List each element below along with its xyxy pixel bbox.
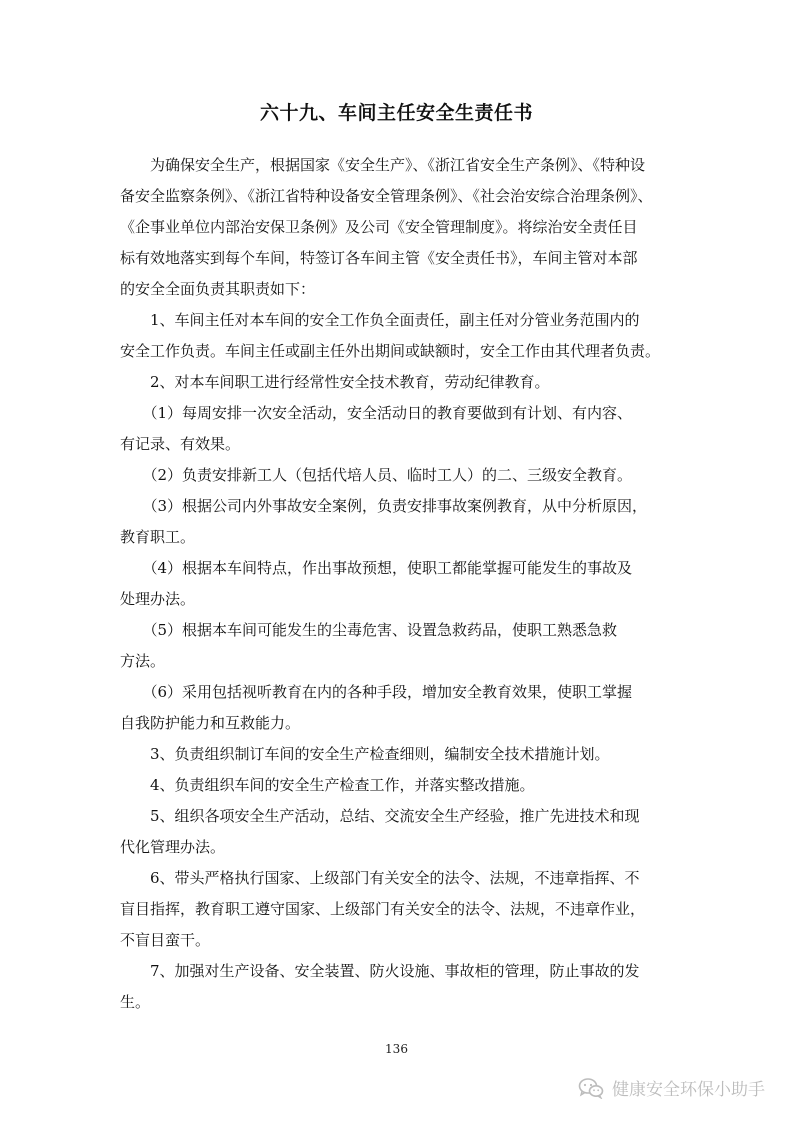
text-line: 有记录、有效果。 xyxy=(120,435,241,453)
text-line: （1）每周安排一次安全活动，安全活动日的教育要做到有计划、有内容、 xyxy=(120,404,633,422)
text-line: 5、组织各项安全生产活动，总结、交流安全生产经验，推广先进技术和现 xyxy=(120,807,640,825)
text-line: （2）负责安排新工人（包括代培人员、临时工人）的二、三级安全教育。 xyxy=(120,466,633,484)
paragraph-item-2-5 xyxy=(120,615,678,677)
watermark xyxy=(578,1075,765,1100)
watermark-text: 健康安全环保小助手 xyxy=(612,1080,765,1100)
paragraph-item-5 xyxy=(120,801,678,863)
paragraph-item-2-1 xyxy=(120,398,678,460)
text-line: 方法。 xyxy=(120,652,166,670)
wechat-icon xyxy=(578,1077,604,1099)
document-body xyxy=(120,150,678,1018)
text-line: 7、加强对生产设备、安全装置、防火设施、事故柜的管理，防止事故的发 xyxy=(120,962,640,980)
paragraph-item-2 xyxy=(120,367,678,398)
page-title: 六十九、车间主任安全生责任书 xyxy=(259,102,533,124)
text-line: 《企事业单位内部治安保卫条例》及公司《安全管理制度》。将综治安全责任目 xyxy=(120,218,638,236)
paragraph-intro xyxy=(120,150,678,305)
text-line: 盲目指挥，教育职工遵守国家、上级部门有关安全的法令、法规，不违章作业， xyxy=(120,900,646,918)
text-line: 代化管理办法。 xyxy=(120,838,226,856)
paragraph-item-1 xyxy=(120,305,678,367)
paragraph-item-2-6 xyxy=(120,677,678,739)
page-number: 136 xyxy=(385,1042,408,1056)
text-line: （6）采用包括视听教育在内的各种手段，增加安全教育效果，使职工掌握 xyxy=(120,683,633,701)
paragraph-item-7 xyxy=(120,956,678,1018)
paragraph-item-2-2 xyxy=(120,460,678,491)
text-line: 自我防护能力和互救能力。 xyxy=(120,714,301,732)
text-line: （4）根据本车间特点，作出事故预想，使职工都能掌握可能发生的事故及 xyxy=(120,559,633,577)
text-line: 2、对本车间职工进行经常性安全技术教育，劳动纪律教育。 xyxy=(120,373,550,391)
text-line: 4、负责组织车间的安全生产检查工作，并落实整改措施。 xyxy=(120,776,535,794)
text-line: 为确保安全生产，根据国家《安全生产》、《浙江省安全生产条例》、《特种设 xyxy=(120,156,646,174)
text-line: 生。 xyxy=(120,993,151,1011)
text-line: 教育职工。 xyxy=(120,528,196,546)
paragraph-item-6 xyxy=(120,863,678,956)
text-line: 6、带头严格执行国家、上级部门有关安全的法令、法规，不违章指挥、不 xyxy=(120,869,640,887)
paragraph-item-2-3 xyxy=(120,491,678,553)
paragraph-item-4 xyxy=(120,770,678,801)
text-line: 标有效地落实到每个车间，特签订各车间主管《安全责任书》，车间主管对本部 xyxy=(120,249,638,267)
text-line: 备安全监察条例》、《浙江省特种设备安全管理条例》、《社会治安综合治理条例》、 xyxy=(120,187,653,205)
text-line: 安全工作负责。车间主任或副主任外出期间或缺额时，安全工作由其代理者负责。 xyxy=(120,342,661,360)
text-line: 1、车间主任对本车间的安全工作负全面责任，副主任对分管业务范围内的 xyxy=(120,311,640,329)
text-line: 不盲目蛮干。 xyxy=(120,931,211,949)
paragraph-item-3 xyxy=(120,739,678,770)
text-line: （3）根据公司内外事故安全案例，负责安排事故案例教育，从中分析原因， xyxy=(120,497,648,515)
text-line: 3、负责组织制订车间的安全生产检查细则，编制安全技术措施计划。 xyxy=(120,745,610,763)
paragraph-item-2-4 xyxy=(120,553,678,615)
text-line: （5）根据本车间可能发生的尘毒危害、设置急救药品，使职工熟悉急救 xyxy=(120,621,618,639)
text-line: 的安全全面负责其职责如下： xyxy=(120,280,316,298)
text-line: 处理办法。 xyxy=(120,590,196,608)
